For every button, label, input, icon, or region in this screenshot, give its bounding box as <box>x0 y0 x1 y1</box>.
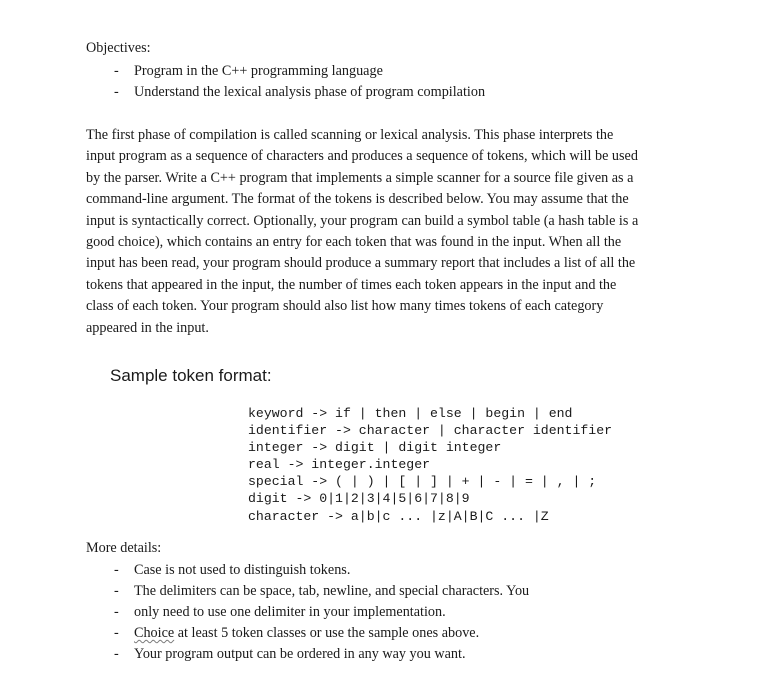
detail-text: Your program output can be ordered in any way you want. <box>134 646 466 662</box>
list-item <box>86 602 529 623</box>
paragraph-line: good choice), which contains an entry for each token that was found in the input. When all the <box>86 234 622 251</box>
more-details-heading: More details: <box>86 540 162 556</box>
paragraph-line: by the parser. Write a C++ program that implements a simple scanner for a source file given as a <box>86 169 634 186</box>
paragraph-line: input has been read, your program should produce a summary report that includes a list of all the <box>86 255 636 272</box>
paragraph-line: command-line argument. The format of the tokens is described below. You may assume that the <box>86 191 629 208</box>
bullet-dash: - <box>114 625 119 641</box>
objective-text: Program in the C++ programming language <box>134 63 383 79</box>
objectives-heading: Objectives: <box>86 40 151 56</box>
grammar-line: integer -> digit | digit integer <box>248 440 502 456</box>
list-item <box>86 82 485 103</box>
paragraph-line: The first phase of compilation is called scanning or lexical analysis. This phase interprets the <box>86 127 614 143</box>
bullet-dash: - <box>114 604 119 620</box>
grammar-line: character -> a|b|c ... |z|A|B|C ... |Z <box>248 508 549 524</box>
bullet-dash: - <box>114 562 119 578</box>
paragraph-line: input is syntactically correct. Optionally, your program can build a symbol table (a hash table is a <box>86 212 639 229</box>
list-item <box>86 581 529 602</box>
token-grammar-block <box>248 405 612 525</box>
detail-text: Case is not used to distinguish tokens. <box>134 562 351 578</box>
bullet-dash: - <box>114 63 119 79</box>
spellcheck-word: Choice <box>134 625 175 641</box>
bullet-dash: - <box>114 84 119 100</box>
grammar-line: keyword -> if | then | else | begin | end <box>248 406 573 421</box>
paragraph-line: class of each token. Your program should also list how many times tokens of each category <box>86 298 604 315</box>
detail-text <box>134 625 479 641</box>
bullet-dash: - <box>114 583 119 599</box>
paragraph-line: input program as a sequence of characters and produces a sequence of tokens, which will be used <box>86 148 638 165</box>
list-item <box>86 623 529 644</box>
list-item <box>86 644 529 665</box>
paragraph-line: tokens that appeared in the input, the number of times each token appears in the input and the <box>86 276 617 293</box>
grammar-line: digit -> 0|1|2|3|4|5|6|7|8|9 <box>248 491 470 507</box>
objectives-list <box>86 61 485 103</box>
detail-text-rest: at least 5 token classes or use the sample ones above. <box>174 625 480 641</box>
list-item <box>86 61 485 82</box>
list-item <box>86 560 529 581</box>
sample-heading: Sample token format: <box>110 366 272 385</box>
grammar-line: real -> integer.integer <box>248 457 431 473</box>
grammar-line: identifier -> character | character identifier <box>248 423 613 439</box>
paragraph-line: appeared in the input. <box>86 319 209 336</box>
detail-text: The delimiters can be space, tab, newline, and special characters. You <box>134 583 530 599</box>
more-details-list <box>86 560 529 665</box>
objective-text: Understand the lexical analysis phase of program compilation <box>134 84 486 100</box>
detail-text: only need to use one delimiter in your implementation. <box>134 604 446 620</box>
bullet-dash: - <box>114 646 119 662</box>
description-paragraph <box>86 125 714 339</box>
grammar-line: special -> ( | ) | [ | ] | + | - | = | , | ; <box>248 474 597 490</box>
